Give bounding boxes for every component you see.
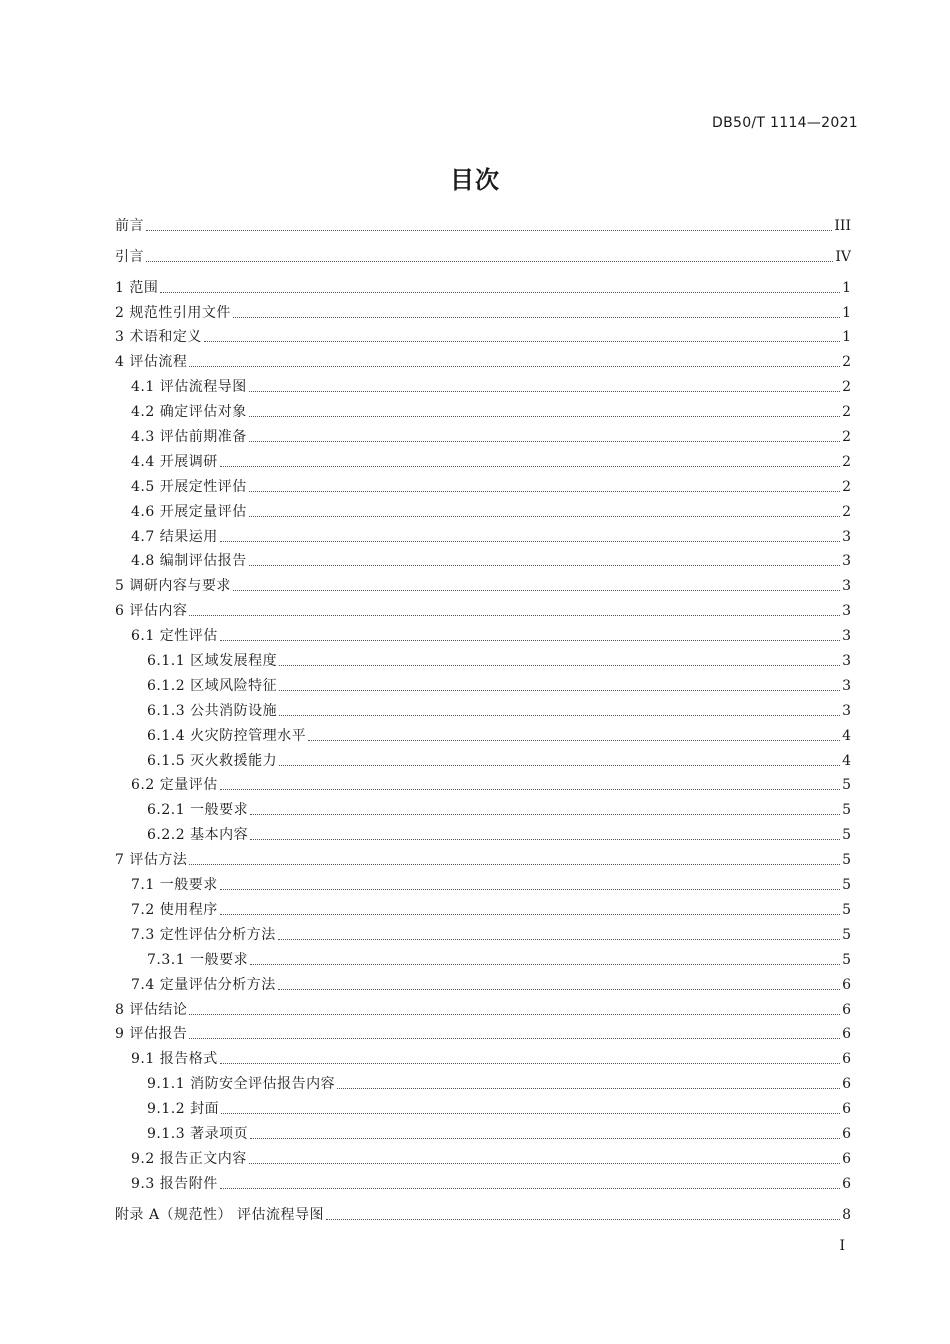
toc-entry-page: 6 (842, 1101, 851, 1118)
toc-entry-page: 1 (842, 279, 851, 296)
toc-entry-label: 2 规范性引用文件 (115, 304, 231, 321)
toc-entry-label: 7 评估方法 (115, 852, 188, 869)
toc-leader-dots (220, 1188, 840, 1189)
toc-entry[interactable] (115, 521, 851, 546)
toc-entry[interactable] (115, 570, 851, 595)
toc-leader-dots (250, 839, 840, 840)
toc-entry-page: 2 (842, 354, 851, 371)
toc-entry-page: 2 (842, 503, 851, 520)
toc-leader-dots (249, 391, 840, 392)
toc-entry-label: 6 评估内容 (115, 603, 188, 620)
toc-entry[interactable] (115, 322, 851, 347)
toc-entry-label: 9.1 报告格式 (131, 1051, 218, 1068)
toc-leader-dots (146, 230, 832, 231)
toc-entry-page: 6 (842, 1026, 851, 1043)
toc-entry-label: 6.2.2 基本内容 (147, 827, 249, 844)
toc-entry-label: 7.4 定量评估分析方法 (131, 976, 276, 993)
toc-leader-dots (221, 1113, 840, 1114)
toc-leader-dots (249, 416, 840, 417)
toc-entry[interactable] (115, 844, 851, 869)
toc-entry-page: 2 (842, 379, 851, 396)
toc-entry-page: 3 (842, 702, 851, 719)
toc-entry-page: 5 (842, 901, 851, 918)
page-title: 目次 (450, 166, 500, 194)
toc-leader-dots (146, 261, 833, 262)
toc-entry-page: 3 (842, 578, 851, 595)
toc-leader-dots (249, 441, 840, 442)
document-code: DB50/T 1114—2021 (712, 115, 858, 131)
toc-leader-dots (250, 1138, 840, 1139)
toc-leader-dots (220, 466, 840, 467)
toc-entry[interactable] (115, 894, 851, 919)
toc-entry-page: 5 (842, 877, 851, 894)
toc-entry-page: 1 (842, 329, 851, 346)
toc-entry[interactable] (115, 272, 851, 297)
toc-entry[interactable] (115, 1199, 851, 1224)
toc-entry[interactable] (115, 695, 851, 720)
toc-entry-page: 6 (842, 976, 851, 993)
toc-entry[interactable] (115, 620, 851, 645)
toc-entry-page: 3 (842, 653, 851, 670)
toc-entry[interactable] (115, 210, 851, 235)
toc-leader-dots (220, 541, 840, 542)
toc-entry[interactable] (115, 794, 851, 819)
toc-entry[interactable] (115, 819, 851, 844)
toc-entry-label: 4.4 开展调研 (131, 453, 218, 470)
toc-entry-label: 4.6 开展定量评估 (131, 503, 247, 520)
toc-entry-label: 5 调研内容与要求 (115, 578, 231, 595)
toc-entry-label: 7.3.1 一般要求 (147, 951, 249, 968)
toc-leader-dots (279, 765, 840, 766)
toc-leader-dots (233, 317, 840, 318)
toc-entry-label: 7.1 一般要求 (131, 877, 218, 894)
toc-entry-page: 2 (842, 429, 851, 446)
toc-entry[interactable] (115, 919, 851, 944)
toc-leader-dots (220, 889, 840, 890)
toc-entry-page: 6 (842, 1125, 851, 1142)
toc-entry-page: 2 (842, 478, 851, 495)
toc-leader-dots (233, 590, 840, 591)
toc-entry-label: 3 术语和定义 (115, 329, 202, 346)
toc-leader-dots (189, 615, 840, 616)
toc-leader-dots (250, 814, 840, 815)
toc-leader-dots (249, 565, 840, 566)
toc-entry[interactable] (115, 421, 851, 446)
toc-entry[interactable] (115, 546, 851, 571)
toc-entry[interactable] (115, 944, 851, 969)
toc-entry-page: 3 (842, 628, 851, 645)
toc-leader-dots (249, 516, 840, 517)
toc-entry[interactable] (115, 1019, 851, 1044)
toc-entry-page: 3 (842, 603, 851, 620)
toc-leader-dots (278, 989, 840, 990)
toc-leader-dots (204, 341, 840, 342)
toc-entry-page: 5 (842, 951, 851, 968)
toc-entry-label: 1 范围 (115, 279, 159, 296)
toc-leader-dots (220, 1063, 840, 1064)
toc-entry[interactable] (115, 1143, 851, 1168)
toc-leader-dots (189, 864, 840, 865)
table-of-contents (115, 210, 851, 1224)
toc-entry-page: 6 (842, 1076, 851, 1093)
toc-entry-label: 4.5 开展定性评估 (131, 478, 247, 495)
toc-entry[interactable] (115, 346, 851, 371)
toc-entry-page: 4 (842, 752, 851, 769)
toc-entry[interactable] (115, 1168, 851, 1193)
toc-entry-label: 9.1.1 消防安全评估报告内容 (147, 1076, 336, 1093)
toc-entry-label: 6.1 定性评估 (131, 628, 218, 645)
toc-entry-label: 7.3 定性评估分析方法 (131, 926, 276, 943)
toc-entry[interactable] (115, 446, 851, 471)
toc-leader-dots (189, 366, 840, 367)
toc-entry-page: 3 (842, 528, 851, 545)
toc-entry-label: 附录 A（规范性） 评估流程导图 (115, 1206, 325, 1223)
toc-entry-page: 3 (842, 677, 851, 694)
toc-entry-label: 4.8 编制评估报告 (131, 553, 247, 570)
toc-leader-dots (220, 640, 840, 641)
toc-entry-label: 6.1.4 火灾防控管理水平 (147, 727, 307, 744)
toc-entry[interactable] (115, 471, 851, 496)
toc-entry-page: 5 (842, 827, 851, 844)
toc-entry-label: 4.3 评估前期准备 (131, 429, 247, 446)
toc-entry-page: 8 (842, 1206, 851, 1223)
toc-entry[interactable] (115, 595, 851, 620)
toc-leader-dots (279, 715, 840, 716)
toc-entry[interactable] (115, 745, 851, 770)
toc-leader-dots (278, 939, 840, 940)
toc-leader-dots (249, 491, 840, 492)
toc-leader-dots (189, 1014, 840, 1015)
toc-entry-label: 6.1.2 区域风险特征 (147, 677, 278, 694)
toc-entry-label: 4.2 确定评估对象 (131, 404, 247, 421)
toc-entry[interactable] (115, 720, 851, 745)
toc-entry-label: 7.2 使用程序 (131, 901, 218, 918)
toc-leader-dots (308, 740, 840, 741)
page-number: I (839, 1238, 845, 1254)
toc-entry[interactable] (115, 1093, 851, 1118)
toc-entry-label: 9.2 报告正文内容 (131, 1150, 247, 1167)
toc-entry-label: 引言 (115, 248, 144, 265)
toc-entry-label: 6.1.1 区域发展程度 (147, 653, 278, 670)
toc-entry-label: 9.1.3 著录项页 (147, 1125, 249, 1142)
toc-entry-page: 4 (842, 727, 851, 744)
toc-entry-page: 6 (842, 1175, 851, 1192)
toc-entry-label: 6.1.5 灭火救援能力 (147, 752, 278, 769)
toc-entry-label: 前言 (115, 217, 144, 234)
toc-entry-page: 6 (842, 1001, 851, 1018)
toc-entry-label: 6.1.3 公共消防设施 (147, 702, 278, 719)
toc-entry-page: 5 (842, 802, 851, 819)
toc-entry[interactable] (115, 869, 851, 894)
toc-entry-label: 8 评估结论 (115, 1001, 188, 1018)
toc-leader-dots (189, 1038, 840, 1039)
toc-entry[interactable] (115, 994, 851, 1019)
toc-entry-label: 6.2.1 一般要求 (147, 802, 249, 819)
toc-entry[interactable] (115, 670, 851, 695)
toc-entry[interactable] (115, 371, 851, 396)
toc-entry-label: 6.2 定量评估 (131, 777, 218, 794)
toc-leader-dots (326, 1219, 840, 1220)
toc-entry[interactable] (115, 1043, 851, 1068)
toc-entry-page: IV (835, 248, 851, 265)
toc-leader-dots (249, 1163, 840, 1164)
toc-leader-dots (250, 964, 840, 965)
toc-entry-label: 9.3 报告附件 (131, 1175, 218, 1192)
toc-entry[interactable] (115, 1118, 851, 1143)
toc-leader-dots (279, 665, 840, 666)
toc-entry[interactable] (115, 396, 851, 421)
toc-leader-dots (160, 292, 840, 293)
toc-leader-dots (220, 914, 840, 915)
toc-entry-label: 4 评估流程 (115, 354, 188, 371)
toc-entry-label: 4.1 评估流程导图 (131, 379, 247, 396)
toc-leader-dots (279, 690, 840, 691)
toc-entry-label: 9 评估报告 (115, 1026, 188, 1043)
toc-entry-page: 5 (842, 926, 851, 943)
toc-entry-label: 4.7 结果运用 (131, 528, 218, 545)
toc-entry[interactable] (115, 496, 851, 521)
toc-entry-label: 9.1.2 封面 (147, 1101, 220, 1118)
toc-entry-page: 6 (842, 1051, 851, 1068)
toc-entry-page: 5 (842, 777, 851, 794)
toc-entry[interactable] (115, 1068, 851, 1093)
toc-entry[interactable] (115, 770, 851, 795)
toc-leader-dots (220, 789, 840, 790)
toc-entry[interactable] (115, 241, 851, 266)
toc-entry-page: III (834, 217, 851, 234)
toc-entry[interactable] (115, 969, 851, 994)
toc-entry-page: 3 (842, 553, 851, 570)
toc-entry-page: 5 (842, 852, 851, 869)
toc-entry-page: 1 (842, 304, 851, 321)
toc-leader-dots (337, 1088, 840, 1089)
toc-entry[interactable] (115, 645, 851, 670)
toc-entry-page: 6 (842, 1150, 851, 1167)
toc-entry-page: 2 (842, 404, 851, 421)
toc-entry[interactable] (115, 297, 851, 322)
toc-entry-page: 2 (842, 453, 851, 470)
